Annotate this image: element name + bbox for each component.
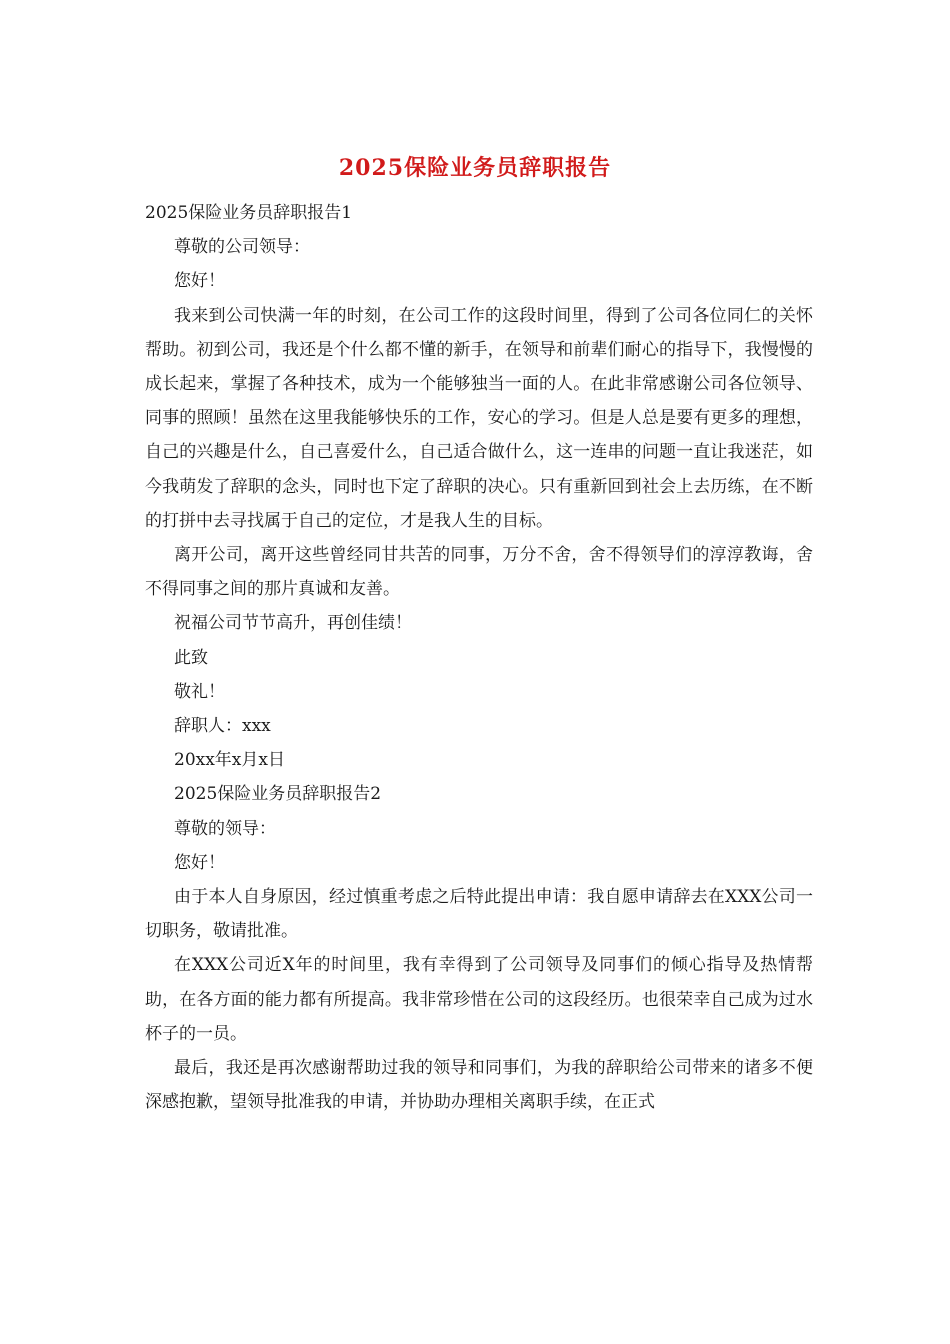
signature-line: 辞职人：xxx xyxy=(174,716,271,737)
section-heading: 2025保险业务员辞职报告1 xyxy=(145,203,353,223)
body-paragraph: 离开公司，离开这些曾经同甘共苦的同事，万分不舍，舍不得领导们的淳淳教诲，舍不得同事之间的那片真诚和友善。 xyxy=(145,545,813,600)
greeting: 您好！ xyxy=(174,852,225,873)
salutation: 尊敬的公司领导： xyxy=(174,237,310,258)
body-paragraph: 我来到公司快满一年的时刻，在公司工作的这段时间里，得到了公司各位同仁的关怀帮助。初到公司，我还是个什么都不懂的新手，在领导和前辈们耐心的指导下，我慢慢的成长起来，掌握了各种技术，成为一个能够独当一面的人。在此非常感谢公司各位领导、同事的照顾！虽然在这里我能够快乐的工作，安心的学习。但是人总是要有更多的理想，自己的兴趣是什么，自己喜爱什么，自己适合做什么，这一连串的问题一直让我迷茫，如今我萌发了辞职的念头，同时也下定了辞职的决心。只有重新回到社会上去历练，在不断的打拼中去寻找属于自己的定位，才是我人生的目标。 xyxy=(145,305,813,531)
salutation: 尊敬的领导： xyxy=(174,818,276,839)
greeting: 您好！ xyxy=(174,271,225,292)
section-heading: 2025保险业务员辞职报告2 xyxy=(174,784,382,805)
body-paragraph: 最后，我还是再次感谢帮助过我的领导和同事们，为我的辞职给公司带来的诸多不便深感抱歉，望领导批准我的申请，并协助办理相关离职手续，在正式 xyxy=(145,1058,813,1113)
body-paragraph: 由于本人自身原因，经过慎重考虑之后特此提出申请：我自愿申请辞去在XXX公司一切职务，敬请批准。 xyxy=(145,887,813,942)
body-paragraph: 在XXX公司近X年的时间里，我有幸得到了公司领导及同事们的倾心指导及热情帮助，在各方面的能力都有所提高。我非常珍惜在公司的这段经历。也很荣幸自己成为过水杯子的一员。 xyxy=(145,955,813,1044)
body-paragraph: 祝福公司节节高升，再创佳绩！ xyxy=(174,613,412,634)
closing-line: 此致 xyxy=(174,647,208,668)
document-title: 2025保险业务员辞职报告 xyxy=(338,155,612,181)
closing-line: 敬礼！ xyxy=(174,681,225,702)
document-body xyxy=(145,196,813,1119)
date-line: 20xx年x月x日 xyxy=(174,750,285,771)
